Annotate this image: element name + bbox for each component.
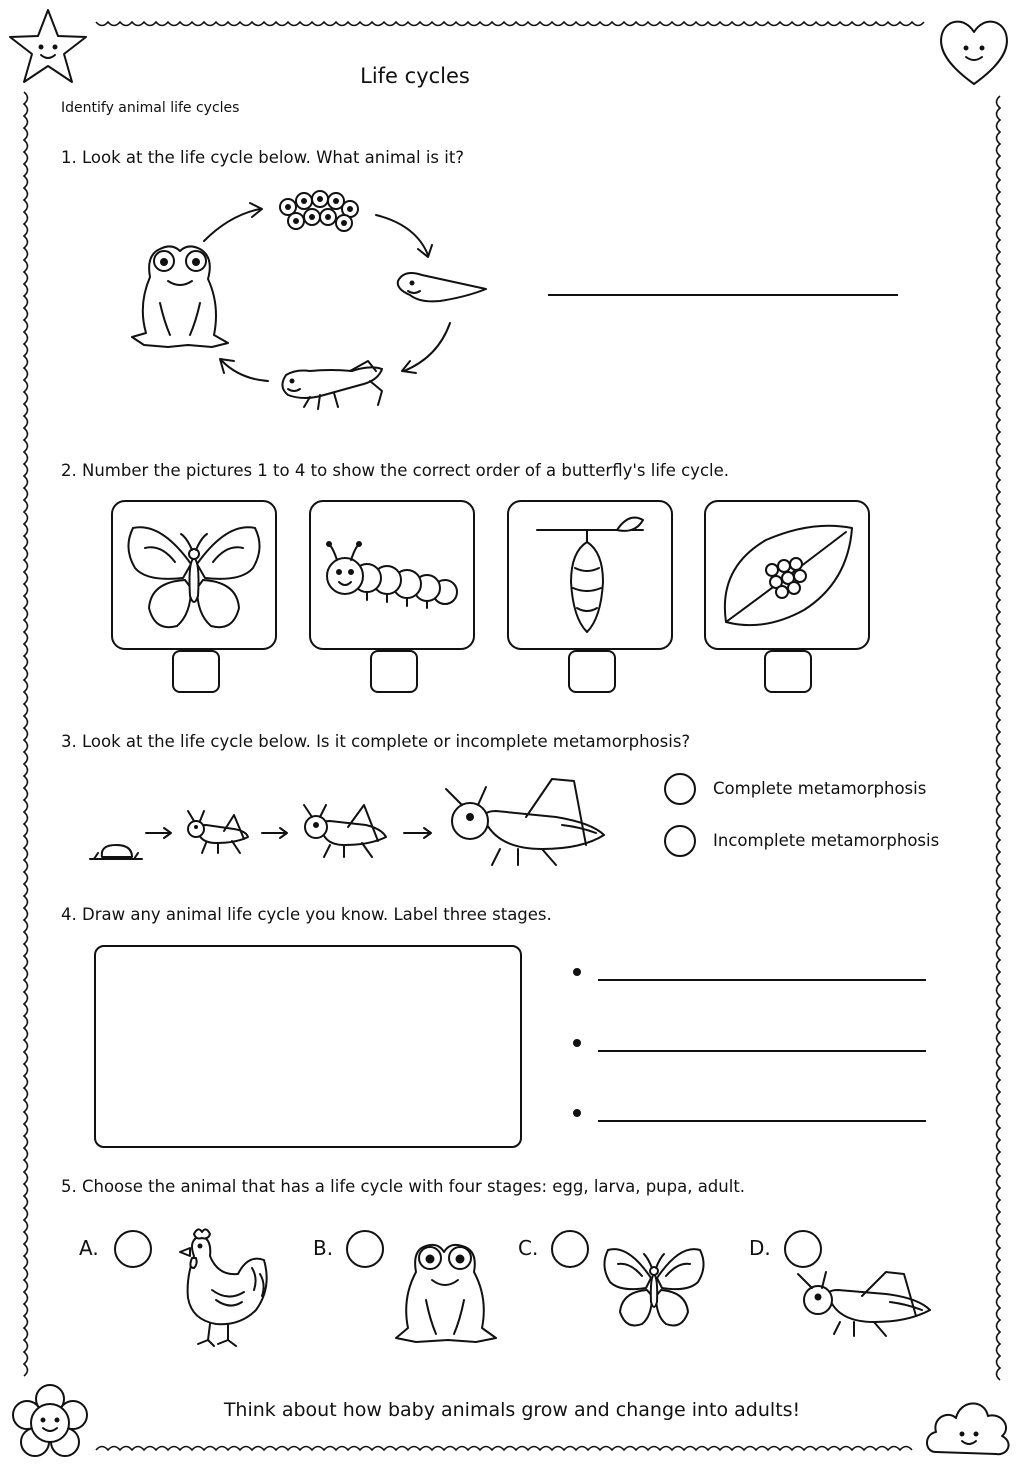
order-box-1[interactable] <box>172 650 220 693</box>
frog-life-cycle <box>120 185 500 425</box>
option-c-radio[interactable] <box>551 1230 589 1268</box>
order-box-2[interactable] <box>370 650 418 693</box>
leaf-eggs-card <box>704 500 870 650</box>
drawing-box[interactable] <box>94 945 522 1148</box>
option-complete-radio[interactable] <box>664 773 696 805</box>
option-complete-label: Complete metamorphosis <box>713 779 927 798</box>
egg-icon <box>90 845 142 859</box>
option-incomplete-radio[interactable] <box>664 825 696 857</box>
option-incomplete-label: Incomplete metamorphosis <box>713 831 940 850</box>
butterfly-icon <box>600 1236 708 1336</box>
page-title: Life cycles <box>360 64 470 88</box>
order-box-4[interactable] <box>764 650 812 693</box>
option-a-radio[interactable] <box>114 1230 152 1268</box>
butterfly-icon <box>121 508 267 640</box>
order-box-3[interactable] <box>568 650 616 693</box>
option-c-letter: C. <box>518 1236 539 1260</box>
footer-note: Think about how baby animals grow and change into adults! <box>223 1399 801 1421</box>
option-a-letter: A. <box>79 1236 99 1260</box>
label-bullet-1 <box>573 968 581 976</box>
frog-icon <box>392 1236 498 1352</box>
q1-answer-line[interactable] <box>548 294 898 296</box>
grasshopper-icon <box>790 1270 936 1340</box>
page-subtitle: Identify animal life cycles <box>61 100 240 116</box>
option-d-letter: D. <box>749 1236 771 1260</box>
leaf-eggs-icon <box>716 518 860 634</box>
label-bullet-2 <box>573 1039 581 1047</box>
question-1-text: 1. Look at the life cycle below. What animal is it? <box>61 148 465 167</box>
question-2-text: 2. Number the pictures 1 to 4 to show the correct order of a butterfly's life cycle. <box>61 461 729 480</box>
label-bullet-3 <box>573 1109 581 1117</box>
hen-icon <box>168 1226 272 1350</box>
chrysalis-card <box>507 500 673 650</box>
nymph-icon <box>304 805 386 857</box>
label-line-1[interactable] <box>598 979 926 981</box>
frog-eggs-icon <box>280 191 358 231</box>
frog-icon <box>132 246 228 347</box>
heart-face-icon <box>934 10 1014 90</box>
question-3-text: 3. Look at the life cycle below. Is it complete or incomplete metamorphosis? <box>61 732 691 751</box>
grasshopper-icon <box>446 779 604 865</box>
question-4-text: 4. Draw any animal life cycle you know. Label three stages. <box>61 905 552 924</box>
chrysalis-icon <box>517 508 663 644</box>
froglet-icon <box>282 361 382 409</box>
grasshopper-life-cycle <box>86 775 616 875</box>
label-line-3[interactable] <box>598 1120 926 1122</box>
tadpole-icon <box>398 273 486 301</box>
flower-face-icon <box>10 1383 90 1463</box>
question-5-text: 5. Choose the animal that has a life cycle with four stages: egg, larva, pupa, adult. <box>61 1177 746 1196</box>
option-d-radio[interactable] <box>784 1230 822 1268</box>
butterfly-card <box>111 500 277 650</box>
nymph-icon <box>188 811 248 853</box>
label-line-2[interactable] <box>598 1050 926 1052</box>
caterpillar-icon <box>319 522 465 632</box>
option-b-letter: B. <box>313 1236 334 1260</box>
option-b-radio[interactable] <box>346 1230 384 1268</box>
caterpillar-card <box>309 500 475 650</box>
